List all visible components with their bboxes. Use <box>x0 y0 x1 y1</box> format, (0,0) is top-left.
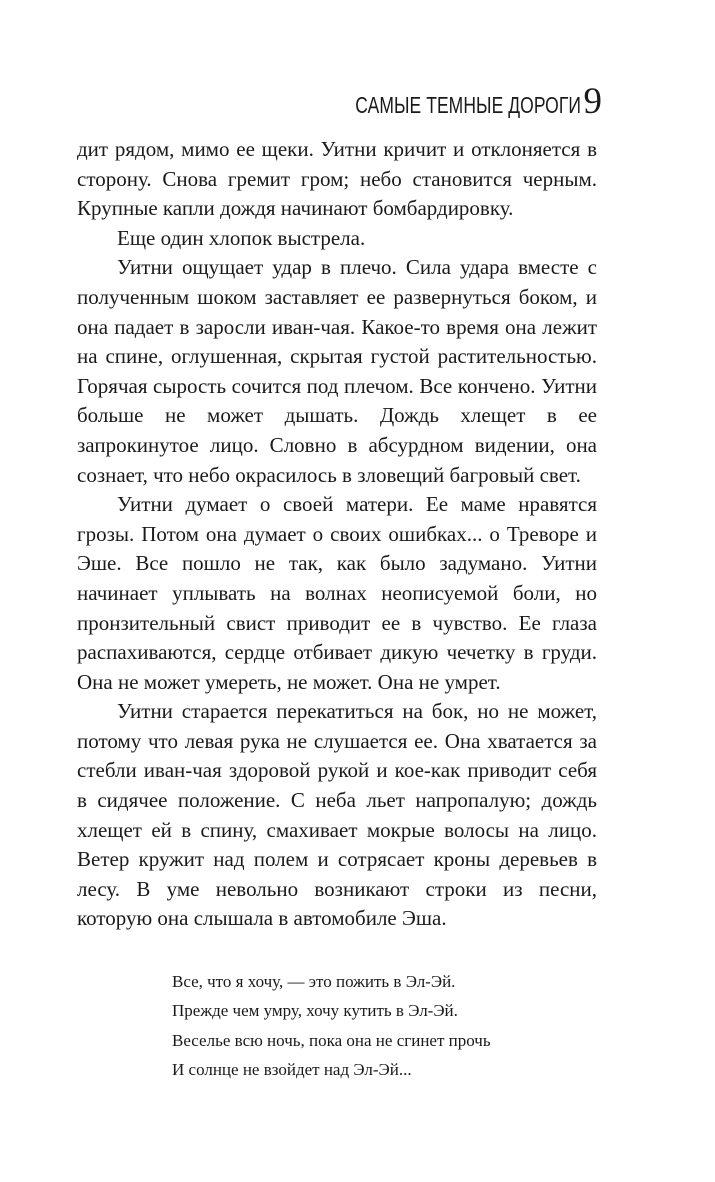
paragraph: Уитни ощущает удар в плечо. Сила удара вместе с полученным шоком заставляет ее развернуться боком, и она падает в заросли иван-чая. Какое-то время она лежит на спине, оглушенная, скрытая густой растительностью. Горячая сырость сочится под плечом. Все кончено. Уитни больше не может дышать. Дождь хлещет в ее запрокинутое лицо. Словно в абсурдном видении, она сознает, что небо окрасилось в зловещий багровый свет. <box>77 255 597 487</box>
page-number: 9 <box>583 81 602 122</box>
lyric-line: Все, что я хочу, — это пожить в Эл-Эй. <box>172 972 456 991</box>
paragraph: Уитни старается перекатиться на бок, но не может, потому что левая рука не слушается ее. Она хватается за стебли иван-чая здоровой рукой и кое-как приводит себя в сидячее положение. С неба льет напропалую; дождь хлещет ей в спину, смахивает мокрые волосы на лицо. Ветер кружит над полем и сотрясает кроны деревьев в лесу. В уме невольно возникают строки из песни, которую она слышала в автомобиле Эша. <box>77 699 597 931</box>
song-lyrics <box>172 967 592 1084</box>
running-title: САМЫЕ ТЕМНЫЕ ДОРОГИ <box>355 92 582 118</box>
paragraph: Уитни думает о своей матери. Ее маме нравятся грозы. Потом она думает о своих ошибках... о Треворе и Эше. Все пошло не так, как было задумано. Уитни начинает уплывать на волнах неописуемой боли, но пронзительный свист приводит ее в чувство. Ее глаза распахиваются, сердце отбивает дикую чечетку в груди. Она не может умереть, не может. Она не умрет. <box>77 492 597 694</box>
lyric-line: И солнце не взойдет над Эл-Эй... <box>172 1059 412 1079</box>
paragraph: Еще один хлопок выстрела. <box>117 225 366 250</box>
running-head <box>284 80 602 126</box>
lyric-line: Веселье всю ночь, пока она не сгинет прочь <box>172 1030 491 1050</box>
body-text <box>77 135 597 934</box>
lyric-line: Прежде чем умру, хочу кутить в Эл-Эй. <box>172 1001 458 1021</box>
paragraph: дит рядом, мимо ее щеки. Уитни кричит и отклоняется в сторону. Снова гремит гром; небо становится черным. Крупные капли дождя начинают бомбардировку. <box>77 137 597 221</box>
